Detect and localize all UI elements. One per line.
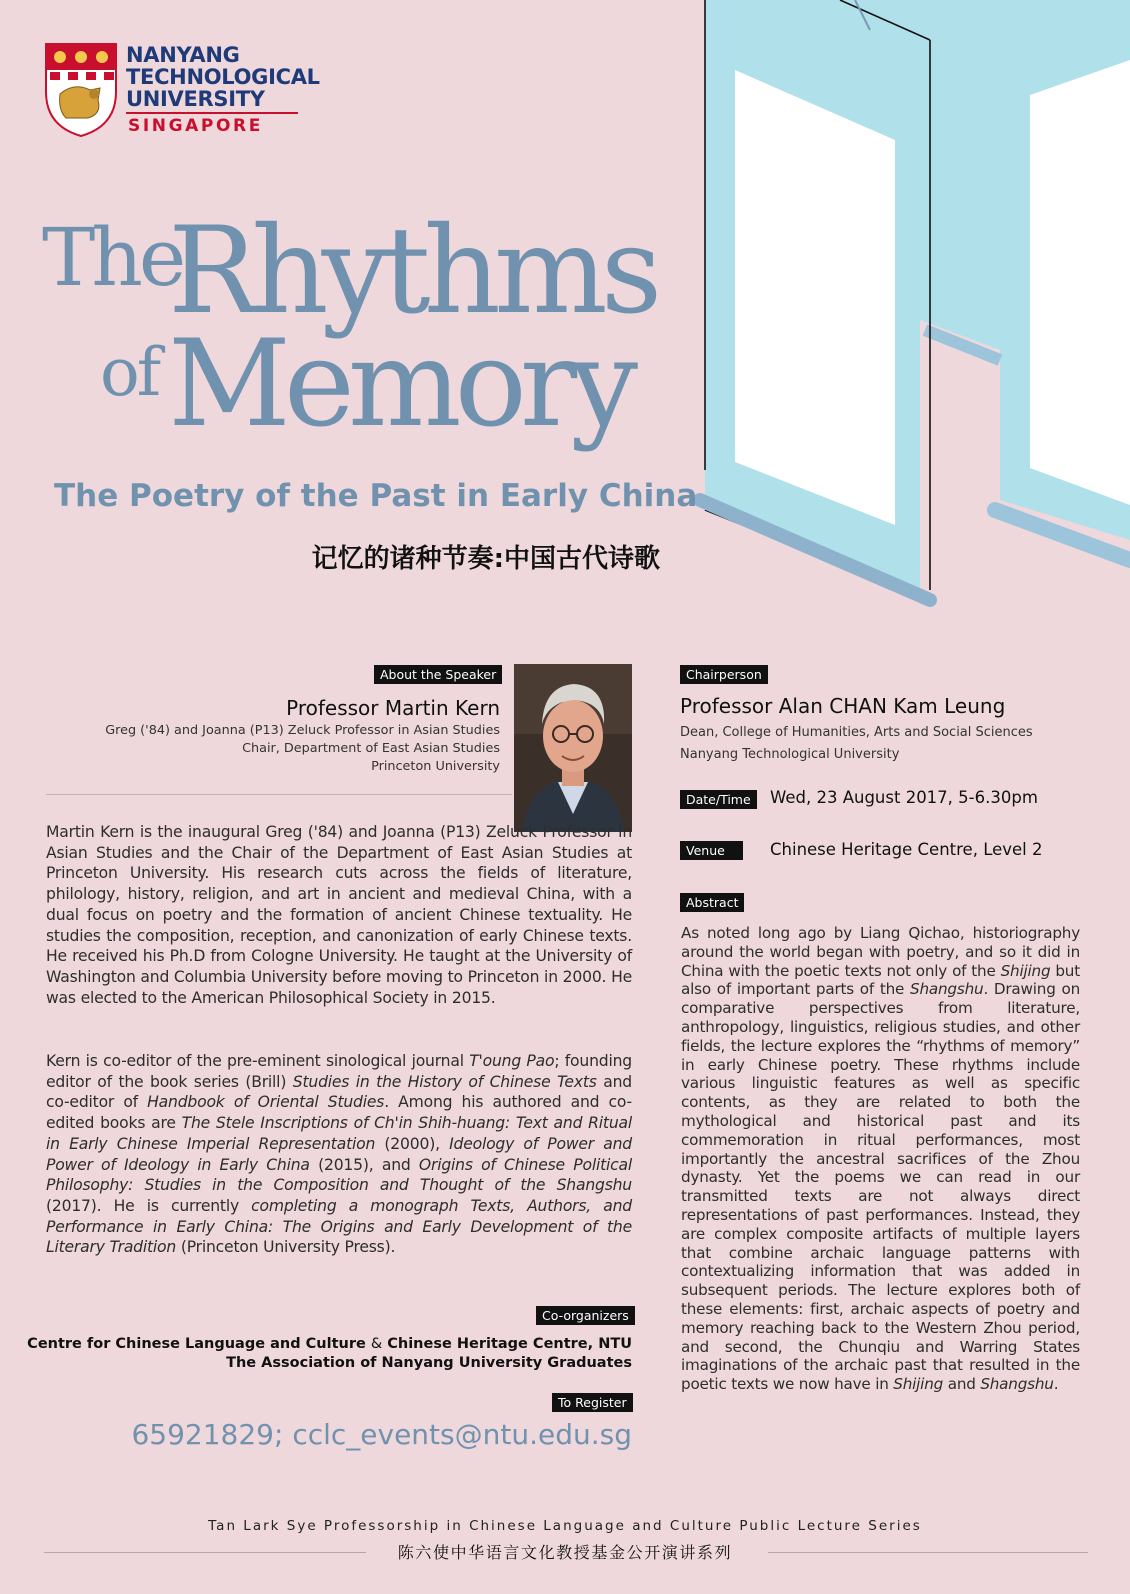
scroll-band-rod (925, 330, 1000, 360)
datetime-value: Wed, 23 August 2017, 5-6.30pm (770, 788, 1038, 807)
speaker-bio-paragraph-2: Kern is co-editor of the pre-eminent sinological journal T'oung Pao; founding editor of the book series (Brill) Studies in the History of Chinese Texts and co-editor of Handbook of Oriental Studies. Among his authored and co-edited books are The Stele Inscriptions of Ch'in Shih-huang: Text and Ritual in Early Chinese Imperial Representation (2000), Ideology of Power and Power of Ideology in Early China (2015), and Origins of Chinese Political Philosophy: Studies in the Composition and Thought of the Shangshu (2017). He is currently completing a monograph Texts, Authors, and Performance in Early China: The Origins and Early Development of the Literary Tradition (Princeton University Press). (46, 1052, 633, 1257)
title-rhythms: Rhythms (168, 202, 656, 341)
venue-tag: Venue (680, 841, 743, 860)
ntu-crest-icon (44, 42, 118, 138)
speaker-title-line-3: Princeton University (371, 759, 500, 774)
scroll-left (700, 0, 930, 600)
speaker-portrait-image (514, 664, 632, 832)
register-tag: To Register (552, 1393, 633, 1412)
coorganizer-chc: Chinese Heritage Centre, NTU (387, 1336, 632, 1352)
ntu-logo (44, 42, 320, 142)
about-speaker-tag: About the Speaker (374, 665, 502, 684)
title-of: of (100, 334, 159, 411)
speaker-photo (514, 664, 632, 832)
coorganizers-tag: Co-organizers (536, 1306, 635, 1325)
logo-separator (126, 112, 298, 114)
speaker-title-line-1: Greg ('84) and Joanna (P13) Zeluck Professor in Asian Studies (105, 723, 500, 738)
coorganizer-anug: The Association of Nanyang University Graduates (226, 1355, 632, 1371)
coorganizers-list (27, 1335, 632, 1373)
title-the: The (42, 211, 183, 304)
speaker-title-line-2: Chair, Department of East Asian Studies (242, 741, 500, 756)
coorganizer-cclc: Centre for Chinese Language and Culture (27, 1336, 366, 1352)
speaker-bio-paragraph-1: Martin Kern is the inaugural Greg ('84) and Joanna (P13) Zeluck Professor in Asian Studies and the Chair of the Department of East Asian Studies at Princeton University. His research cuts across the fields of literature, philology, history, religion, and art in ancient and medieval China, with a dual focus on poetry and the formation of ancient Chinese textuality. He studies the composition, reception, and canonization of early Chinese texts. He received his Ph.D from Cologne University. He taught at the University of Washington and Columbia University before moving to Princeton in 2000. He was elected to the American Philosophical Society in 2015. (46, 823, 632, 1007)
subtitle: The Poetry of the Past in Early China (54, 478, 698, 514)
chairperson-titles (680, 722, 1033, 766)
speaker-name: Professor Martin Kern (286, 696, 500, 720)
scroll-right (995, 0, 1130, 560)
speaker-divider (46, 794, 512, 795)
register-contact[interactable]: 65921829; cclc_events@ntu.edu.sg (131, 1418, 632, 1451)
chinese-title: 记忆的诸种节奏:中国古代诗歌 (311, 544, 660, 574)
chairperson-title-line-2: Nanyang Technological University (680, 747, 900, 762)
footer-series-english: Tan Lark Sye Professorship in Chinese Language and Culture Public Lecture Series (208, 1518, 922, 1534)
footer-series-chinese: 陈六使中华语言文化教授基金公开演讲系列 (397, 1543, 733, 1562)
title-memory: Memory (168, 315, 632, 454)
datetime-tag: Date/Time (680, 790, 757, 809)
logo-line-3: UNIVERSITY (126, 87, 265, 111)
venue-value: Chinese Heritage Centre, Level 2 (770, 840, 1043, 859)
scroll-band (920, 0, 1000, 350)
abstract-text: As noted long ago by Liang Qichao, historiography around the world began with poetry, and so it did in China with the poetic texts not only of the Shijing but also of important parts of the Shangshu. Drawing on comparative perspectives from literature, anthropology, linguistics, religious studies, and other fields, the lecture explores the “rhythms of memory” in early Chinese poetry. These rhythms include various linguistic features as well as specific contents, as they are related to both the mythological and historical past and its commemoration in ritual performances, most importantly the ancestral sacrifices of the Zhou dynasty. Yet the poems we can read in our transmitted texts are not always direct representations of past performances. Instead, they are complex composite artifacts of multiple layers that combine archaic language patterns with contextualizing information that was added in subsequent periods. The lecture explores both of these elements: first, archaic aspects of poetry and memory reaching back to the Western Zhou period, and second, the Chunqiu and Warring States imaginations of the archaic past that resulted in the poetic texts we now have in Shijing and Shangshu. (681, 924, 1081, 1394)
logo-singapore: SINGAPORE (128, 116, 263, 136)
logo-line-1: NANYANG (126, 43, 240, 67)
speaker-titles (105, 722, 500, 776)
chairperson-tag: Chairperson (680, 665, 768, 684)
logo-line-2: TECHNOLOGICAL (126, 65, 320, 89)
chairperson-title-line-1: Dean, College of Humanities, Arts and Social Sciences (680, 725, 1033, 740)
coorganizer-ampersand: & (370, 1336, 383, 1352)
chairperson-name: Professor Alan CHAN Kam Leung (680, 694, 1006, 718)
ntu-wordmark (126, 44, 320, 110)
abstract-tag: Abstract (680, 893, 744, 912)
